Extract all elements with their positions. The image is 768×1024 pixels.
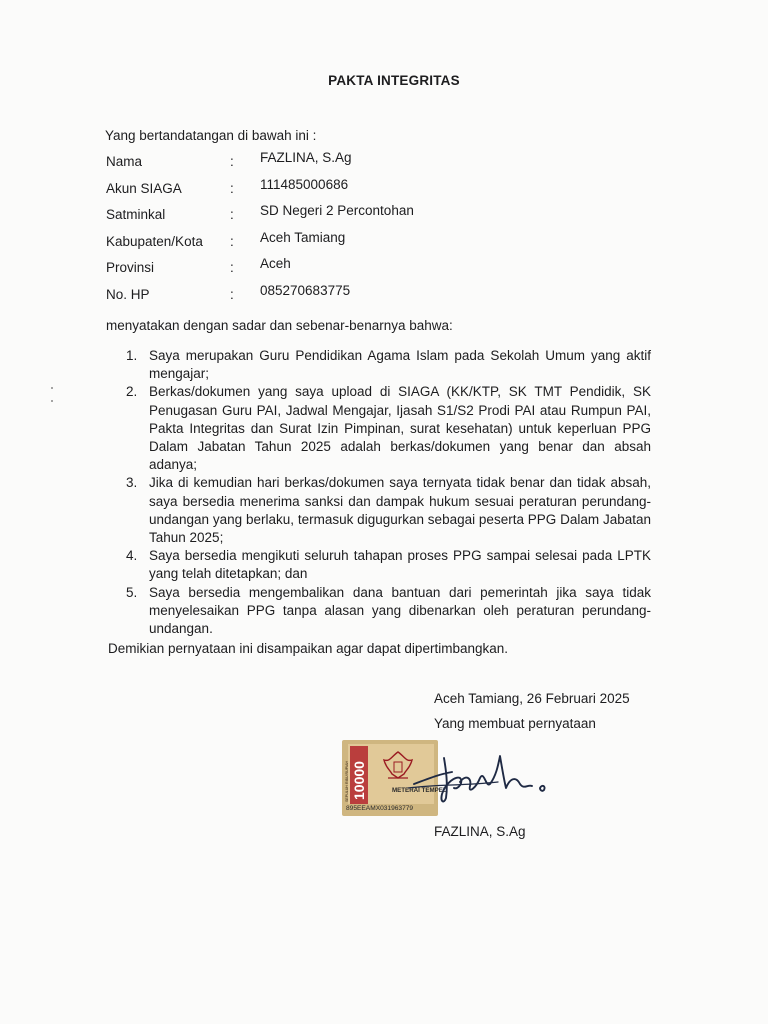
list-item [126,547,651,583]
field-row-nama [106,150,526,177]
identity-fields [106,150,526,309]
field-row-satminkal [106,203,526,230]
list-item-number: 4. [126,548,138,564]
field-label: Satminkal [106,207,166,222]
field-value: FAZLINA, S.Ag [260,150,352,165]
field-colon: : [230,180,234,196]
statement-text: menyatakan dengan sadar dan sebenar-benarnya bahwa: [106,318,453,333]
field-label: Nama [106,154,143,169]
field-label: No. HP [106,286,150,302]
field-value: 085270683775 [260,282,351,298]
field-label: Akun SIAGA [106,180,182,196]
list-item [126,383,651,474]
field-label: Kabupaten/Kota [106,233,203,249]
stamp-serial: 895EEAMX031963779 [346,805,414,812]
list-item-text: Saya bersedia mengikuti seluruh tahapan proses PPG sampai selesai pada LPTK yang telah ditetapkan; dan [149,548,651,582]
signature-underline [408,782,498,788]
list-item [126,347,651,383]
field-value: 111485000686 [260,176,349,192]
document-title: PAKTA INTEGRITAS [328,73,460,88]
list-item-text: Saya merupakan Guru Pendidikan Agama Islam pada Sekolah Umum yang aktif mengajar; [149,348,651,382]
field-value: Aceh Tamiang [260,229,346,245]
field-value: SD Negeri 2 Percontohan [260,203,414,218]
field-row-provinsi [106,256,526,283]
field-label: Provinsi [106,260,155,275]
field-colon: : [230,233,234,249]
list-item [126,584,651,639]
field-row-no-hp [106,283,526,310]
stamp-denomination: 10000 [351,761,367,800]
field-colon: : [230,207,234,222]
statement-list [126,347,651,638]
field-row-akun-siaga [106,177,526,204]
list-item-number: 3. [126,475,138,491]
list-item-text: Saya bersedia mengembalikan dana bantuan dari pemerintah jika saya tidak menyelesaikan PPG tanpa alasan yang dibenarkan oleh peraturan perundang-undangan. [149,584,651,637]
list-item-number: 1. [126,348,138,363]
signature-icon [400,748,560,808]
signature-stroke [414,756,545,801]
field-value: Aceh [260,256,291,271]
field-row-kabupaten [106,230,526,257]
list-item-number: 2. [126,384,138,400]
place-date: Aceh Tamiang, 26 Februari 2025 [434,691,630,706]
stamp-side-text: SEPULUH RIBU RUPIAH [345,760,349,802]
stamp-label: METERAI TEMPEL [392,787,447,794]
signer-name: FAZLINA, S.Ag [434,824,526,839]
closing-text: Demikian pernyataan ini disampaikan agar dapat dipertimbangkan. [108,641,508,656]
field-colon: : [230,154,234,169]
list-item [126,474,651,547]
list-item-text: Berkas/dokumen yang saya upload di SIAGA (KK/KTP, SK TMT Pendidik, SK Penugasan Guru PAI, Jadwal Mengajar, Ijasah S1/S2 Prodi PAI atau Rumpun PAI, Pakta Integritas dan Surat Izin Pimpinan, surat kesehatan) untuk keperluan PPG Dalam Jabatan Tahun 2025 adalah berkas/dokumen yang benar dan absah adanya; [149,384,651,473]
field-colon: : [230,260,234,275]
list-item-number: 5. [126,584,138,600]
maker-label: Yang membuat pernyataan [434,716,596,731]
list-item-text: Jika di kemudian hari berkas/dokumen saya ternyata tidak benar dan tidak absah, saya bersedia menerima sanksi dan dampak hukum sesuai peraturan perundang-undangan yang berlaku, termasuk digugurkan sebagai peserta PPG Dalam Jabatan Tahun 2025; [149,475,651,546]
scan-speck [50,385,54,405]
intro-text: Yang bertandatangan di bawah ini : [105,128,317,143]
field-colon: : [230,286,234,302]
